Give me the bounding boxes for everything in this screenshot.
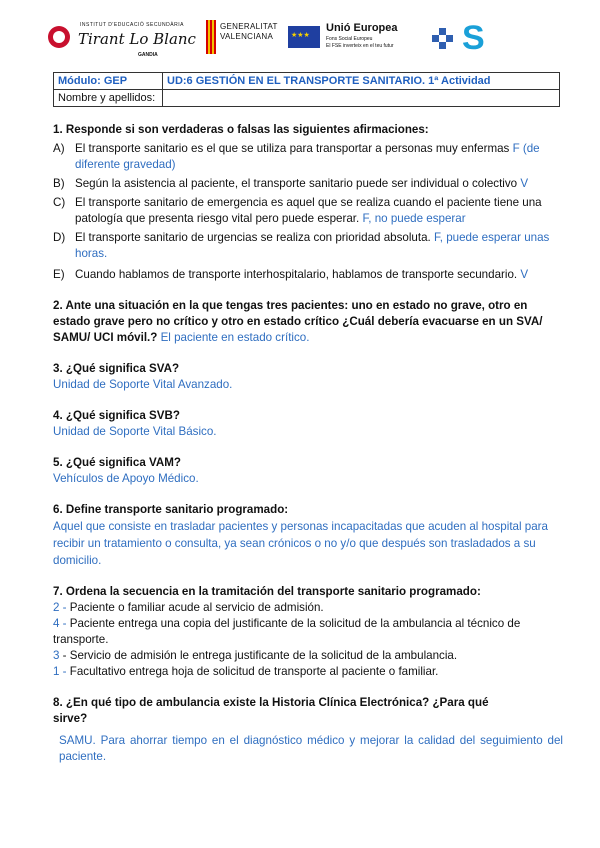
q1-answer-d: F, puede esperar unas horas. [75, 231, 550, 260]
q7 [53, 584, 563, 680]
q1-title: 1. Responde si son verdaderas o falsas las siguientes afirmaciones: [53, 123, 429, 136]
q1-answer-a: F (de diferente gravedad) [75, 142, 540, 171]
q2-title: 2. Ante una situación en la que tengas tres pacientes: uno en estado no grave, otro en estado grave pero no crítico y otro en estado crítico ¿Cuál debería evacuarse en un SVA/ SAMU/ UCI móvil.? [53, 299, 543, 344]
questions [53, 122, 563, 765]
q7-item: 1 - Facultativo entrega hoja de solicitud de transporte al paciente o familiar. [53, 665, 439, 678]
q4-answer: Unidad de Soporte Vital Básico. [53, 425, 217, 438]
q6-title: 6. Define transporte sanitario programado: [53, 503, 289, 516]
nombre-value[interactable] [163, 90, 560, 107]
eu-logo [288, 22, 428, 60]
school-logo [48, 22, 196, 62]
q7-item: 4 - Paciente entrega una copia del justificante de la solicitud de la ambulancia al técnico de transporte. [53, 617, 521, 646]
q6 [53, 502, 563, 569]
nombre-label: Nombre y apellidos: [54, 90, 163, 107]
generalitat-logo [206, 18, 276, 62]
q8-answer: SAMU. Para ahorrar tiempo en el diagnóstico médico y mejorar la calidad del seguimiento del paciente. [59, 734, 563, 763]
q8 [53, 695, 563, 765]
q7-item: 2 - Paciente o familiar acude al servicio de admisión. [53, 601, 324, 614]
school-name: Tirant Lo Blanc [78, 30, 196, 48]
q7-item: 3 - Servicio de admisión le entrega justificante de la solicitud de la ambulancia. [53, 649, 458, 662]
q3 [53, 361, 563, 393]
eu-title: Unió Europea [326, 22, 398, 34]
school-small-text: INSTITUT D'EDUCACIÓ SECUNDÀRIA [80, 22, 184, 28]
q1-answer-b: V [520, 177, 529, 190]
header-logos [48, 18, 568, 64]
eu-sub-2: El FSE inverteix en el teu futur [326, 43, 394, 49]
school-seal-icon [48, 26, 70, 48]
q8-title: 8. ¿En qué tipo de ambulancia existe la Historia Clínica Electrónica? ¿Para qué sirve? [53, 696, 489, 725]
q2-answer: El paciente en estado crítico. [160, 331, 310, 344]
q6-answer: Aquel que consiste en trasladar pacientes y personas incapacitadas que acuden al hospital para recibir un tratamiento o consulta, ya sean crónicos o no y/o que después son trasladados a su domicilio. [53, 520, 548, 567]
modulo-cell: Módulo: GEP [54, 73, 163, 90]
q5 [53, 455, 563, 487]
fse-blocks-icon [432, 28, 454, 50]
q1-answer-e: V [520, 268, 529, 281]
school-town: GANDIA [138, 52, 158, 58]
q1-item: A) El transporte sanitario es el que se utiliza para transportar a personas muy enfermas F (de diferente gravedad) [53, 142, 540, 171]
fse-mark: S [462, 19, 485, 57]
eu-sub-1: Fons Social Europeu [326, 36, 373, 42]
q7-title: 7. Ordena la secuencia en la tramitación del transporte sanitario programado: [53, 585, 481, 598]
q4 [53, 408, 563, 440]
q1-item: B) Según la asistencia al paciente, el transporte sanitario puede ser individual o colectivo V [53, 177, 529, 190]
fse-logo [432, 18, 532, 62]
q1-item: E) Cuando hablamos de transporte interhospitalario, hablamos de transporte secundario. V [53, 268, 529, 281]
q3-title: 3. ¿Qué significa SVA? [53, 362, 180, 375]
unidad-cell: UD:6 GESTIÓN EN EL TRANSPORTE SANITARIO. 1ª Actividad [163, 73, 560, 90]
q1-item: C) El transporte sanitario de emergencia es aquel que se realiza cuando el paciente tiene una patología que presenta riesgo vital pero puede esperar. F, no puede esperar [53, 196, 542, 225]
q1-items [53, 141, 563, 283]
eu-flag-icon [288, 26, 320, 48]
info-table [53, 72, 560, 107]
q5-title: 5. ¿Qué significa VAM? [53, 456, 181, 469]
q1-answer-c: F, no puede esperar [362, 212, 466, 225]
gva-line-2: VALENCIANA [220, 32, 274, 41]
gva-line-1: GENERALITAT [220, 22, 278, 31]
q3-answer: Unidad de Soporte Vital Avanzado. [53, 378, 233, 391]
q5-answer: Vehículos de Apoyo Médico. [53, 472, 199, 485]
q4-title: 4. ¿Qué significa SVB? [53, 409, 180, 422]
q1-item: D) El transporte sanitario de urgencias se realiza con prioridad absoluta. F, puede esperar unas horas. [53, 231, 550, 260]
senyera-icon [206, 20, 216, 54]
q2 [53, 298, 563, 346]
